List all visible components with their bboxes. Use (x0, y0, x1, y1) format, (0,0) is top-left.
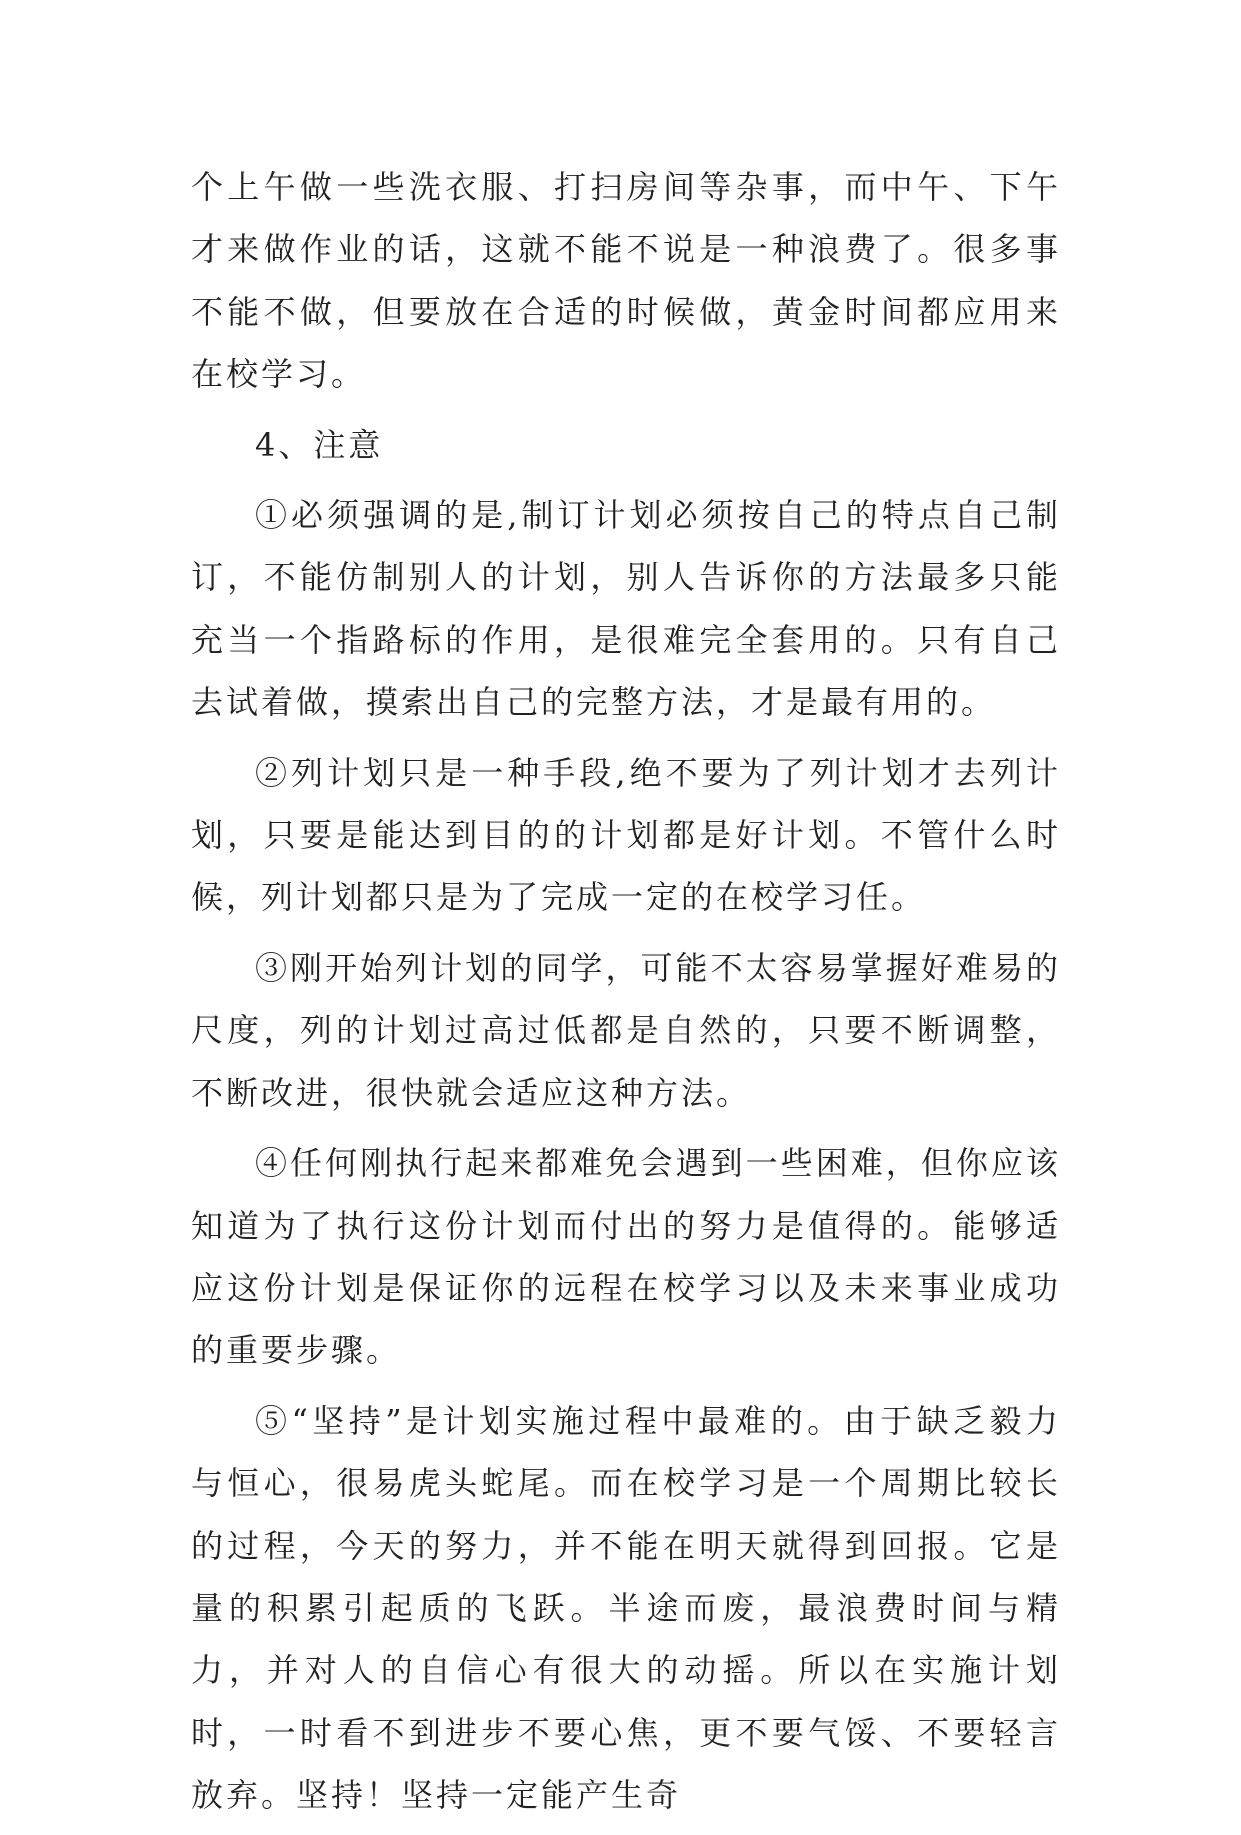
paragraph-note-2: ②列计划只是一种手段,绝不要为了列计划才去列计划，只要是能达到目的的计划都是好计划。不管什么时候，列计划都只是为了完成一定的在校学习任。 (191, 753, 1061, 917)
paragraph-note-1: ①必须强调的是,制订计划必须按自己的特点自己制订，不能仿制别人的计划，别人告诉你的方法最多只能充当一个指路标的作用，是很难完全套用的。只有自己去试着做，摸索出自己的完整方法，才是最有用的。 (191, 496, 1061, 722)
paragraph-note-3: ③刚开始列计划的同学，可能不太容易掌握好难易的尺度，列的计划过高过低都是自然的，只要不断调整，不断改进，很快就会适应这种方法。 (191, 948, 1061, 1112)
section-heading-attention: 4、注意 (255, 425, 384, 464)
document-body (191, 156, 1061, 1835)
paragraph-continuation: 个上午做一些洗衣服、打扫房间等杂事，而中午、下午才来做作业的话，这就不能不说是一种浪费了。很多事不能不做，但要放在合适的时候做，黄金时间都应用来在校学习。 (191, 168, 1061, 394)
paragraph-note-5: ⑤“坚持”是计划实施过程中最难的。由于缺乏毅力与恒心，很易虎头蛇尾。而在校学习是一个周期比较长的过程，今天的努力，并不能在明天就得到回报。它是量的积累引起质的飞跃。半途而废，最浪费时间与精力，并对人的自信心有很大的动摇。所以在实施计划时，一时看不到进步不要心焦，更不要气馁、不要轻言放弃。坚持！坚持一定能产生奇 (191, 1401, 1061, 1815)
paragraph-note-4: ④任何刚执行起来都难免会遇到一些困难，但你应该知道为了执行这份计划而付出的努力是值得的。能够适应这份计划是保证你的远程在校学习以及未来事业成功的重要步骤。 (191, 1144, 1061, 1370)
